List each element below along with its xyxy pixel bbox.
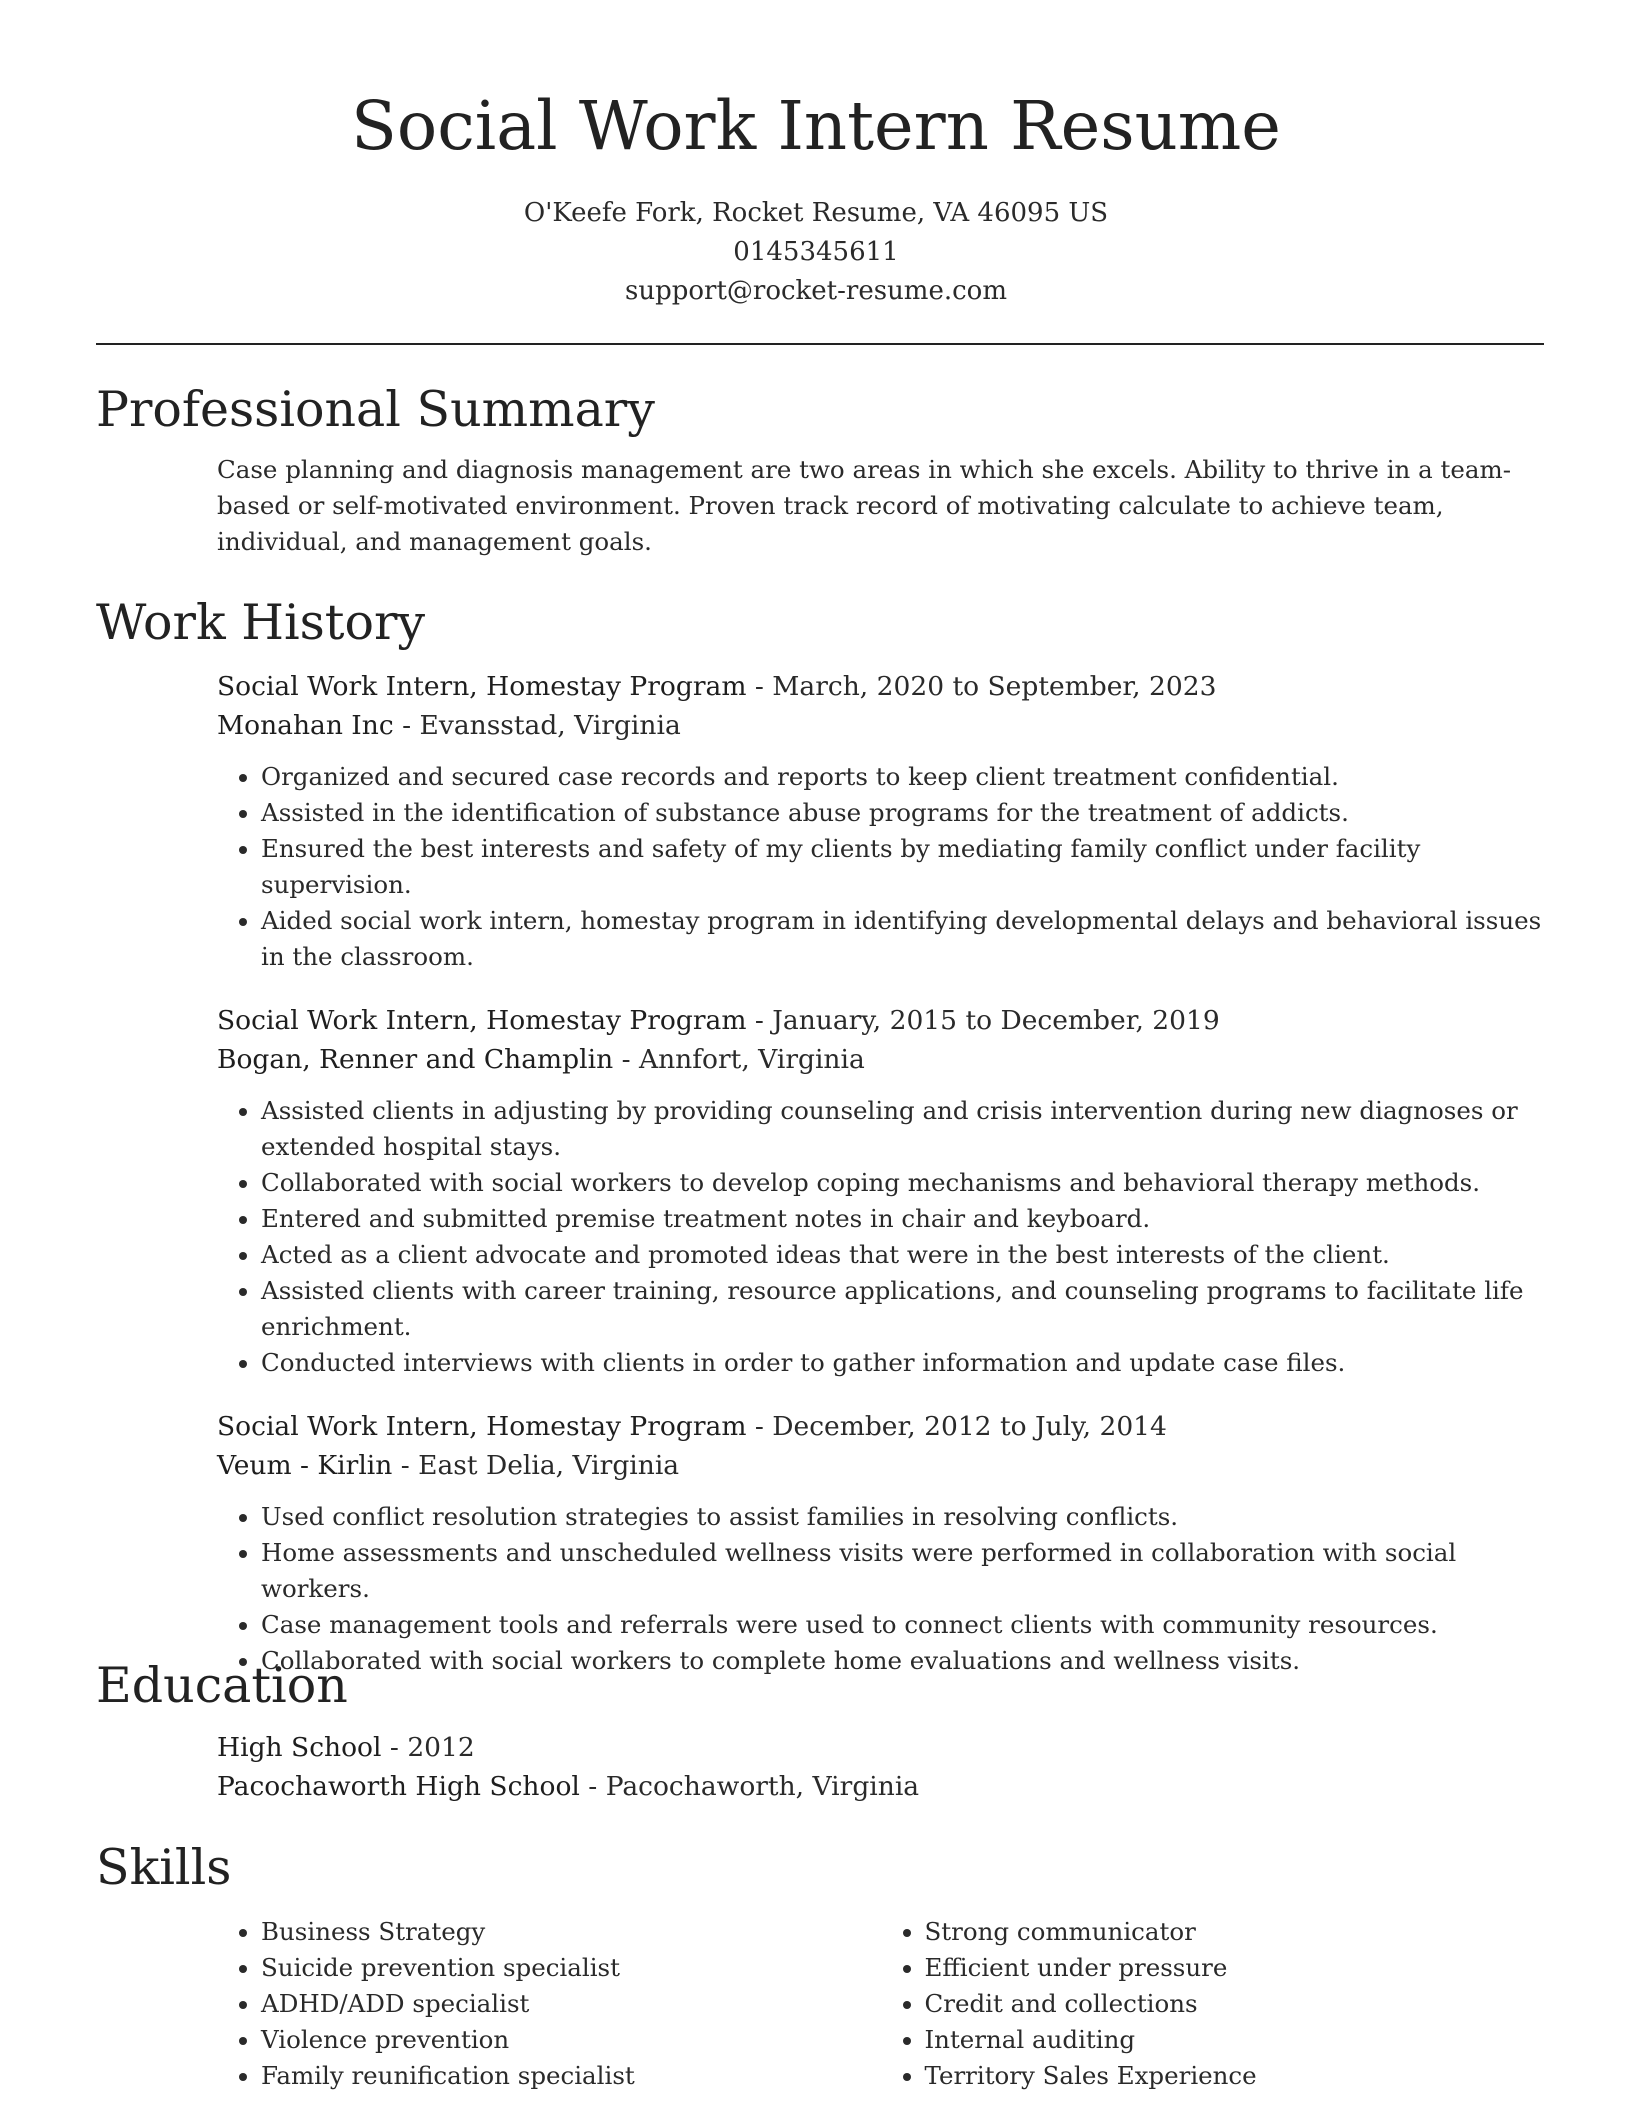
job-bullet: • Home assessments and unscheduled wellness visits were performed in collaboration with social workers. [261, 1535, 1544, 1607]
skill-item: • Family reunification specialist [261, 2058, 881, 2094]
job-bullet: • Organized and secured case records and reports to keep client treatment confidential. [261, 759, 1544, 795]
resume-title: Social Work Intern Resume [351, 87, 1281, 165]
skill-item: • ADHD/ADD specialist [261, 1986, 881, 2022]
job-company: Monahan Inc [217, 710, 394, 741]
skill-item: • Suicide prevention specialist [261, 1950, 881, 1986]
job-title: Social Work Intern, Homestay Program [217, 1411, 747, 1442]
job-title-line: Social Work Intern, Homestay Program - January, 2015 to December, 2019 [217, 1005, 1220, 1036]
job-bullet: • Assisted clients in adjusting by providing counseling and crisis intervention during new diagnoses or extended hospital stays. [261, 1093, 1544, 1165]
summary-text: Case planning and diagnosis management are two areas in which she excels. Ability to thrive in a team-based or self-motivated environment. Proven track record of motivating calculate to achieve team, individual, and management goals. [217, 455, 1511, 556]
resume-header [0, 0, 1632, 311]
education-entry [217, 1728, 1544, 1806]
contact-info [0, 194, 1632, 311]
contact-address: O'Keefe Fork, Rocket Resume, VA 46095 US [523, 198, 1109, 228]
education-year: 2012 [407, 1732, 475, 1763]
job-dates: January, 2015 to December, 2019 [772, 1005, 1220, 1036]
job-bullet: • Assisted in the identification of substance abuse programs for the treatment of addicts. [261, 795, 1544, 831]
skill-item: • Efficient under pressure [925, 1950, 1545, 1986]
job-bullet: • Assisted clients with career training, resource applications, and counseling programs to facilitate life enrichment. [261, 1273, 1544, 1345]
education-school: Pacochaworth High School [217, 1771, 580, 1802]
job-entry [217, 1001, 1544, 1381]
job-location: Evansstad, Virginia [419, 710, 681, 741]
job-title: Social Work Intern, Homestay Program [217, 671, 747, 702]
job-entry [217, 667, 1544, 975]
job-dates: December, 2012 to July, 2014 [772, 1411, 1167, 1442]
skills-column-right [881, 1914, 1545, 2094]
job-bullet: • Ensured the best interests and safety of my clients by mediating family conflict under facility supervision. [261, 831, 1544, 903]
skill-item: • Business Strategy [261, 1914, 881, 1950]
job-bullets [217, 1093, 1544, 1381]
job-company-line: Monahan Inc - Evansstad, Virginia [217, 710, 681, 741]
contact-email: support@rocket-resume.com [624, 276, 1007, 306]
job-dates: March, 2020 to September, 2023 [772, 671, 1217, 702]
job-company-line: Bogan, Renner and Champlin - Annfort, Virginia [217, 1044, 865, 1075]
education-school-line: Pacochaworth High School - Pacochaworth, Virginia [217, 1771, 920, 1802]
skill-item: • Violence prevention [261, 2022, 881, 2058]
header-divider [96, 343, 1544, 345]
skills-section [96, 1838, 1544, 2094]
education-section [96, 1656, 1544, 1806]
job-location: Annfort, Virginia [638, 1044, 865, 1075]
education-degree-line: High School - 2012 [217, 1732, 475, 1763]
job-bullet: • Collaborated with social workers to complete home evaluations and wellness visits. [261, 1643, 1544, 1679]
job-title-line: Social Work Intern, Homestay Program - March, 2020 to September, 2023 [217, 671, 1217, 702]
job-bullet: • Aided social work intern, homestay program in identifying developmental delays and behavioral issues in the classroom. [261, 903, 1544, 975]
job-bullet: • Collaborated with social workers to develop coping mechanisms and behavioral therapy methods. [261, 1165, 1544, 1201]
skill-item: • Credit and collections [925, 1986, 1545, 2022]
job-bullet: • Conducted interviews with clients in order to gather information and update case files. [261, 1345, 1544, 1381]
education-heading: Education [96, 1657, 348, 1714]
job-company: Bogan, Renner and Champlin [217, 1044, 614, 1075]
job-bullets [217, 1499, 1544, 1679]
skill-item: • Strong communicator [925, 1914, 1545, 1950]
summary-section [96, 380, 1544, 560]
job-bullet: • Used conflict resolution strategies to assist families in resolving conflicts. [261, 1499, 1544, 1535]
education-degree: High School [217, 1732, 382, 1763]
skills-list [217, 1914, 1544, 2094]
job-bullet: • Acted as a client advocate and promoted ideas that were in the best interests of the client. [261, 1237, 1544, 1273]
contact-phone: 0145345611 [733, 237, 899, 267]
job-title: Social Work Intern, Homestay Program [217, 1005, 747, 1036]
job-company: Veum - Kirlin [217, 1450, 393, 1481]
job-title-line: Social Work Intern, Homestay Program - December, 2012 to July, 2014 [217, 1411, 1167, 1442]
job-company-line: Veum - Kirlin - East Delia, Virginia [217, 1450, 680, 1481]
job-bullet: • Case management tools and referrals were used to connect clients with community resources. [261, 1607, 1544, 1643]
education-location: Pacochaworth, Virginia [605, 1771, 920, 1802]
skills-column-left [217, 1914, 881, 2094]
skill-item: • Internal auditing [925, 2022, 1545, 2058]
work-section [96, 593, 1544, 1679]
job-entry [217, 1407, 1544, 1679]
skills-heading: Skills [96, 1839, 232, 1896]
job-bullets [217, 759, 1544, 975]
job-bullet: • Entered and submitted premise treatment notes in chair and keyboard. [261, 1201, 1544, 1237]
job-location: East Delia, Virginia [418, 1450, 680, 1481]
skill-item: • Territory Sales Experience [925, 2058, 1545, 2094]
work-heading: Work History [96, 594, 426, 651]
summary-heading: Professional Summary [96, 381, 655, 438]
